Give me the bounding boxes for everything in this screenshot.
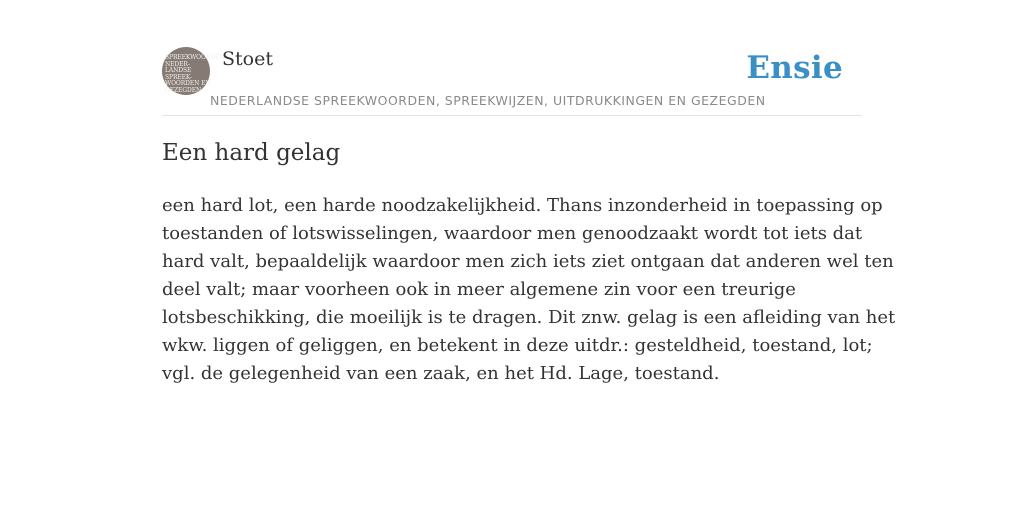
- body-line: een hard lot, een harde noodzakelijkheid. Thans inzonderheid in toepassing op: [162, 195, 883, 216]
- entry-title: Een hard gelag: [162, 140, 341, 166]
- source-name-link[interactable]: Stoet: [222, 48, 273, 70]
- source-subtitle: NEDERLANDSE SPREEKWOORDEN, SPREEKWIJZEN, UITDRUKKINGEN EN GEZEGDEN: [210, 93, 766, 108]
- body-line: wkw. liggen of geliggen, en betekent in deze uitdr.: gesteldheid, toestand, lot;: [162, 335, 873, 356]
- source-avatar[interactable]: [162, 47, 225, 95]
- body-line: deel valt; maar voorheen ook in meer algemene zin voor een treurige: [162, 279, 796, 300]
- entry-body: [162, 192, 896, 388]
- body-line: lotsbeschikking, die moeilijk is te dragen. Dit znw. gelag is een afleiding van het: [162, 307, 896, 328]
- body-line: hard valt, bepaaldelijk waardoor men zich iets ziet ontgaan dat anderen wel ten: [162, 251, 894, 272]
- brand-logo[interactable]: Ensie: [746, 50, 843, 86]
- source-header: [162, 44, 862, 116]
- avatar-cover-text: SPREEKWOORDEN NEDER- LANDSE SPREEK- WOORDEN EN GEZEGDEN: [165, 54, 225, 94]
- body-line: vgl. de gelegenheid van een zaak, en het Hd. Lage, toestand.: [162, 363, 720, 384]
- body-line: toestanden of lotswisselingen, waardoor men genoodzaakt wordt tot iets dat: [162, 223, 863, 244]
